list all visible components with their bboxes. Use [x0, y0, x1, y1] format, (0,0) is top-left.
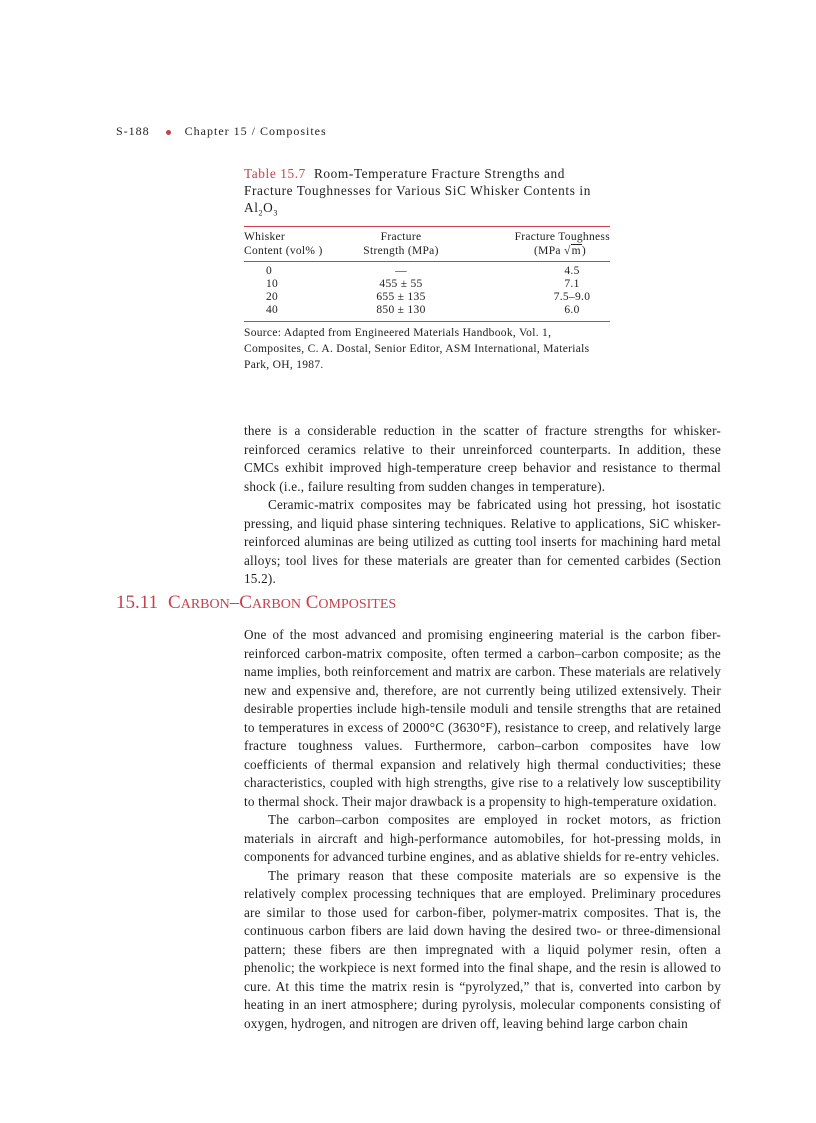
- paragraph: The carbon–carbon composites are employed in rocket motors, as friction materials in aircraft and high-performance automobiles, for hot-pressing molds, in components for advanced turbine engines, and as ablative shields for re-entry vehicles.: [244, 812, 721, 864]
- table-header-rule: [244, 261, 610, 262]
- paragraph: The primary reason that these composite materials are so expensive is the relatively complex processing techniques that are employed. Preliminary procedures are similar to those used for carbon-fiber, polymer-matrix composites. That is, the continuous carbon fibers are laid down having the desired two- or three-dimensional pattern; these fibers are then impregnated with a liquid polymer resin, often a phenolic; the workpiece is next formed into the final shape, and the resin is allowed to cure. At this time the matrix resin is “pyrolyzed,” that is, converted into carbon by heating in an inert atmosphere; during pyrolysis, molecular components consisting of oxygen, hydrogen, and nitrogen are driven off, leaving behind large carbon chain: [244, 867, 721, 1031]
- table-header-row: [244, 227, 610, 258]
- table-title-sub1: 2: [258, 208, 264, 218]
- table-15-7: [244, 165, 610, 373]
- section-number: 15.11: [116, 592, 159, 613]
- table-caption: [244, 165, 610, 222]
- table-number: Table 15.7: [244, 166, 306, 181]
- table-row: 40 850 ± 130 6.0: [266, 303, 580, 316]
- table-title-o: O: [263, 200, 274, 215]
- data-table-body: [244, 265, 610, 317]
- page-number: S-188: [116, 124, 150, 138]
- sqrt-icon: √m: [563, 244, 581, 257]
- section-heading: 15.11 CARBON–CARBON COMPOSITES: [116, 592, 397, 613]
- paragraph: Ceramic-matrix composites may be fabricated using hot pressing, hot isostatic pressing, and liquid phase sintering techniques. Relative to applications, SiC whisker-reinforced aluminas are being utilized as cutting tool inserts for machining hard metal alloys; tool lives for these materials are greater than for cemented carbides (Section 15.2).: [244, 497, 721, 586]
- col-header-toughness: Fracture Toughness (MPa √m): [514, 230, 610, 257]
- table-title: Room-Temperature Fracture Strengths and Fracture Toughnesses for Various SiC Whisker Contents in Al: [244, 166, 591, 215]
- table-title-sub2: 3: [273, 208, 278, 218]
- continuation-text: [244, 422, 721, 589]
- col-header-whisker: Whisker Content (vol% ): [244, 230, 323, 257]
- data-table: [244, 227, 610, 258]
- paragraph: One of the most advanced and promising engineering material is the carbon fiber-reinforced carbon-matrix composite, often termed a carbon–carbon composite; as the name implies, both reinforcement and matrix are carbon. These materials are relatively new and expensive and, therefore, are not currently being utilized extensively. Their desirable properties include high-tensile moduli and tensile strengths that are retained to temperatures in excess of 2000°C (3630°F), resistance to creep, and relatively large fracture toughness values. Furthermore, carbon–carbon composites have low coefficients of thermal expansion and relatively high thermal conductivities; these characteristics, coupled with high strengths, give rise to a relatively low susceptibility to thermal shock. Their major drawback is a propensity to high-temperature oxidation.: [244, 627, 721, 809]
- table-bottom-rule: [244, 321, 610, 322]
- table-row: 0 — 4.5: [266, 264, 580, 277]
- chapter-title: Chapter 15 / Composites: [184, 124, 327, 138]
- table-row: 10 455 ± 55 7.1: [266, 277, 580, 290]
- section-text: [244, 626, 721, 1033]
- table-source: Source: Adapted from Engineered Materials Handbook, Vol. 1, Composites, C. A. Dostal, Senior Editor, ASM International, Materials Park, OH, 1987.: [244, 326, 590, 371]
- bullet-icon: [166, 130, 171, 135]
- table-row: 20 655 ± 135 7.5–9.0: [266, 290, 591, 303]
- paragraph: there is a considerable reduction in the scatter of fracture strengths for whisker-reinforced ceramics relative to their unreinforced counterparts. In addition, these CMCs exhibit improved high-temperature creep behavior and resistance to thermal shock (i.e., failure resulting from sudden changes in temperature).: [244, 423, 721, 494]
- col-header-strength: Fracture Strength (MPa): [363, 230, 439, 257]
- running-head: [116, 124, 327, 139]
